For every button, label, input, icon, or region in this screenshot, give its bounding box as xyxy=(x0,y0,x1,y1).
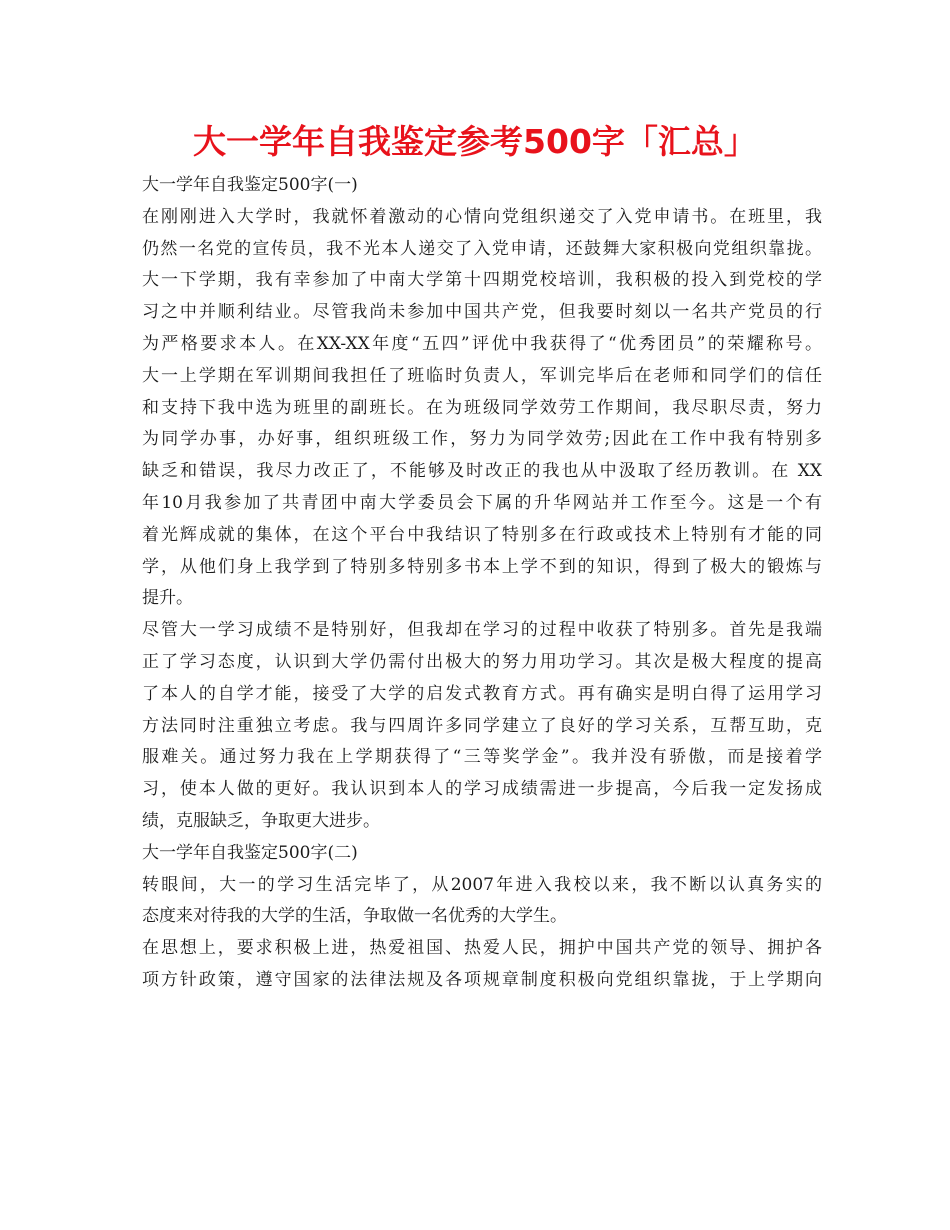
text-line: 转眼间，大一的学习生活完毕了，从2007年进入我校以来，我不断以认真务实的 xyxy=(142,874,822,895)
text-line: 绩，克服缺乏，争取更大进步。 xyxy=(142,810,380,831)
text-line: 和支持下我中选为班里的副班长。在为班级同学效劳工作期间，我尽职尽责，努力 xyxy=(142,397,822,418)
text-line: 大一学年自我鉴定500字(二) xyxy=(142,842,358,863)
text-line: 习之中并顺利结业。尽管我尚未参加中国共产党，但我要时刻以一名共产党员的行 xyxy=(142,302,822,323)
text-line: 习，使本人做的更好。我认识到本人的学习成绩需进一步提高，今后我一定发扬成 xyxy=(142,779,822,800)
text-line: 态度来对待我的大学的生活，争取做一名优秀的大学生。 xyxy=(142,906,567,927)
text-line: 在思想上，要求积极上进，热爱祖国、热爱人民，拥护中国共产党的领导、拥护各 xyxy=(142,938,822,959)
text-line: 方法同时注重独立考虑。我与四周许多同学建立了良好的学习关系，互帮互助，克 xyxy=(142,715,822,736)
text-line: 提升。 xyxy=(142,588,193,609)
text-line: 为同学办事，办好事，组织班级工作，努力为同学效劳;因此在工作中我有特别多 xyxy=(142,429,822,450)
text-line: 大一上学期在军训期间我担任了班临时负责人，军训完毕后在老师和同学们的信任 xyxy=(142,365,822,386)
document-body xyxy=(142,170,822,997)
text-line: 了本人的自学才能，接受了大学的启发式教育方式。再有确实是明白得了运用学习 xyxy=(142,683,822,704)
text-line: 大一下学期，我有幸参加了中南大学第十四期党校培训，我积极的投入到党校的学 xyxy=(142,270,822,291)
text-line: 项方针政策，遵守国家的法律法规及各项规章制度积极向党组织靠拢，于上学期向 xyxy=(142,969,822,990)
text-line: 缺乏和错误，我尽力改正了，不能够及时改正的我也从中汲取了经历教训。在 XX xyxy=(142,461,822,482)
page-title: 大一学年自我鉴定参考500字「汇总」 xyxy=(193,122,757,161)
text-line: 尽管大一学习成绩不是特别好，但我却在学习的过程中收获了特别多。首先是我端 xyxy=(142,620,822,641)
text-line: 为严格要求本人。在XX-XX年度“五四”评优中我获得了“优秀团员”的荣耀称号。 xyxy=(142,333,822,354)
text-line: 在刚刚进入大学时，我就怀着激动的心情向党组织递交了入党申请书。在班里，我 xyxy=(142,206,822,227)
text-line: 服难关。通过努力我在上学期获得了“三等奖学金”。我并没有骄傲，而是接着学 xyxy=(142,747,822,768)
text-line: 着光辉成就的集体，在这个平台中我结识了特别多在行政或技术上特别有才能的同 xyxy=(142,524,822,545)
text-line: 年10月我参加了共青团中南大学委员会下属的升华网站并工作至今。这是一个有 xyxy=(142,492,822,513)
text-line: 正了学习态度，认识到大学仍需付出极大的努力用功学习。其次是极大程度的提高 xyxy=(142,651,822,672)
text-line: 仍然一名党的宣传员，我不光本人递交了入党申请，还鼓舞大家积极向党组织靠拢。 xyxy=(142,238,822,259)
text-line: 学，从他们身上我学到了特别多特别多书本上学不到的知识，得到了极大的锻炼与 xyxy=(142,556,822,577)
text-line: 大一学年自我鉴定500字(一) xyxy=(142,175,358,195)
